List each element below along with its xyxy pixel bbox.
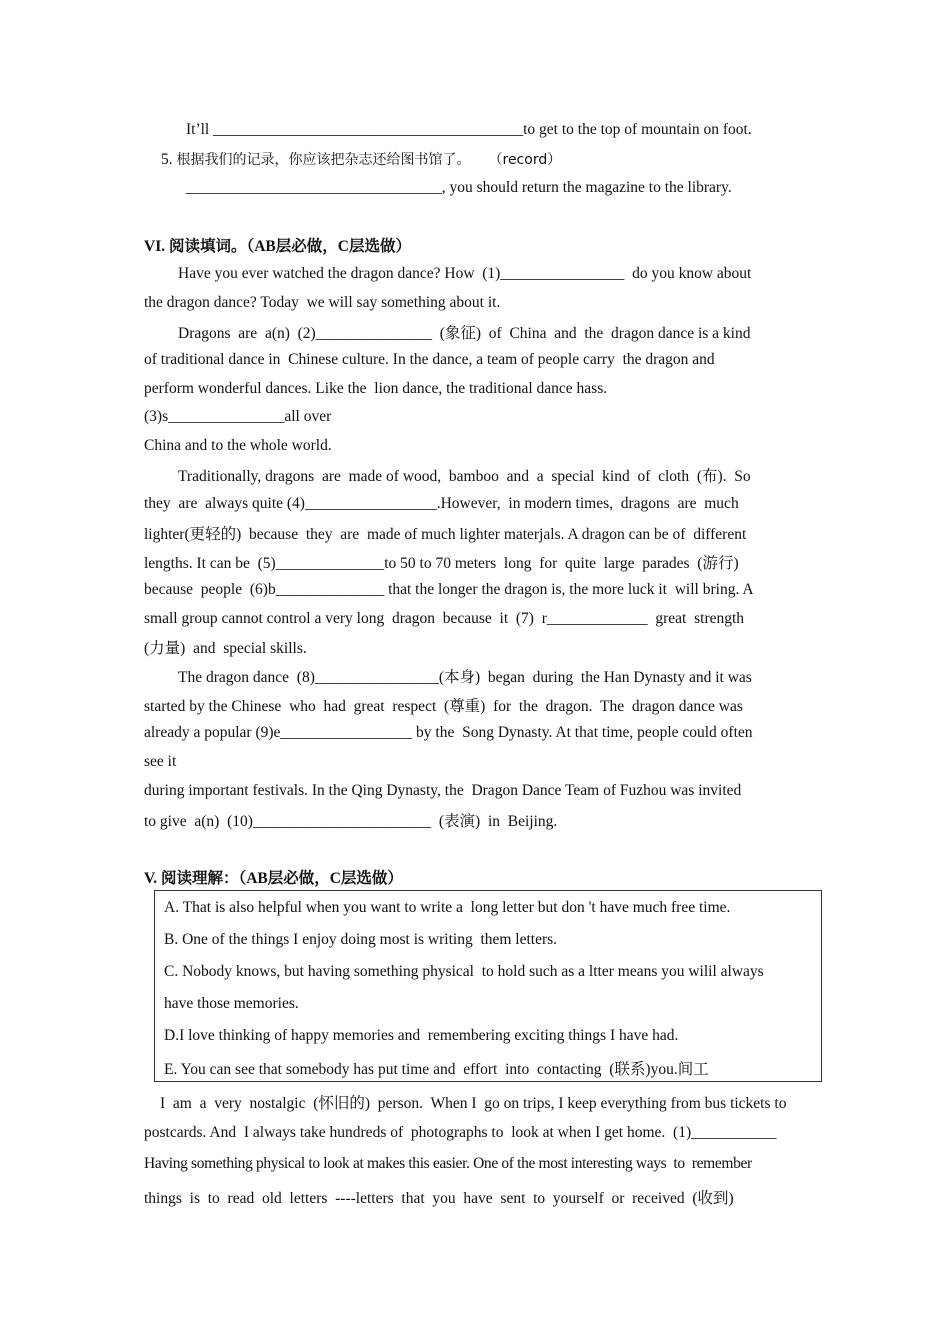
option-c: C. Nobody knows, but having something physical to hold such as a ltter means you wilil always bbox=[164, 963, 764, 980]
section-5-heading: V. 阅读理解：（AB层必做，C层选做） bbox=[144, 870, 403, 887]
answer-line-mountain: It’ll ________________________________________to get to the top of mountain on foot. bbox=[186, 121, 752, 138]
passage-line: I am a very nostalgic (怀旧的) person. When I go on trips, I keep everything from bus tickets to bbox=[160, 1095, 787, 1112]
option-a: A. That is also helpful when you want to write a long letter but don 't have much free time. bbox=[164, 899, 731, 916]
cloze-line: because people (6)b______________ that the longer the dragon is, the more luck it will bring. A bbox=[144, 581, 754, 598]
cloze-line: see it bbox=[144, 753, 177, 770]
cloze-line: the dragon dance? Today we will say something about it. bbox=[144, 294, 501, 311]
cloze-line: they are always quite (4)_________________.However, in modern times, dragons are much bbox=[144, 495, 739, 512]
cloze-line: already a popular (9)e_________________ by the Song Dynasty. At that time, people could often bbox=[144, 724, 753, 741]
cloze-line: Dragons are a(n) (2)_______________ (象征) of China and the dragon dance is a kind bbox=[178, 325, 751, 342]
option-c-continued: have those memories. bbox=[164, 995, 299, 1012]
option-e: E. You can see that somebody has put time and effort into contacting (联系)you.间工 bbox=[164, 1061, 709, 1078]
cloze-line: Traditionally, dragons are made of wood, bamboo and a special kind of cloth (布). So bbox=[178, 468, 751, 485]
cloze-line: (3)s_______________all over bbox=[144, 408, 332, 425]
cloze-line: of traditional dance in Chinese culture. In the dance, a team of people carry the dragon and bbox=[144, 351, 715, 368]
cloze-line: during important festivals. In the Qing Dynasty, the Dragon Dance Team of Fuzhou was invited bbox=[144, 782, 742, 799]
cloze-line: lighter(更轻的) because they are made of much lighter materjals. A dragon can be of different bbox=[144, 526, 747, 543]
cloze-line: perform wonderful dances. Like the lion dance, the traditional dance hass. bbox=[144, 380, 608, 397]
cloze-line: to give a(n) (10)_______________________ (表演) in Beijing. bbox=[144, 813, 558, 830]
question-5-chinese: 根据我们的记录，你应该把杂志还给图书馆了。 bbox=[176, 152, 471, 168]
cloze-line: (力量) and special skills. bbox=[144, 640, 307, 657]
cloze-line: lengths. It can be (5)______________to 50 to 70 meters long for quite large parades (游行) bbox=[144, 555, 739, 572]
options-box bbox=[154, 890, 822, 1082]
cloze-line: small group cannot control a very long dragon because it (7) r_____________ great strength bbox=[144, 610, 745, 627]
cloze-line: Have you ever watched the dragon dance? How (1)________________ do you know about bbox=[178, 265, 752, 282]
option-d: D.I love thinking of happy memories and remembering exciting things I have had. bbox=[164, 1027, 679, 1044]
question-5 bbox=[161, 150, 561, 170]
cloze-line: The dragon dance (8)________________(本身) began during the Han Dynasty and it was bbox=[178, 669, 752, 686]
cloze-line: started by the Chinese who had great respect (尊重) for the dragon. The dragon dance was bbox=[144, 698, 743, 715]
question-5-hint: （record） bbox=[488, 152, 562, 168]
passage-line: things is to read old letters ----letters that you have sent to yourself or received (收到) bbox=[144, 1190, 734, 1207]
question-5-answer-line: _________________________________, you should return the magazine to the library. bbox=[186, 179, 732, 196]
question-5-number: 5. bbox=[161, 151, 177, 168]
section-6-heading: VI. 阅读填词。（AB层必做，C层选做） bbox=[144, 238, 411, 255]
option-b: B. One of the things I enjoy doing most is writing them letters. bbox=[164, 931, 558, 948]
passage-line: postcards. And I always take hundreds of photographs to look at when I get home. (1)___________ bbox=[144, 1124, 777, 1141]
passage-line: Having something physical to look at makes this easier. One of the most interesting ways to remember bbox=[144, 1155, 752, 1172]
cloze-line: China and to the whole world. bbox=[144, 437, 332, 454]
